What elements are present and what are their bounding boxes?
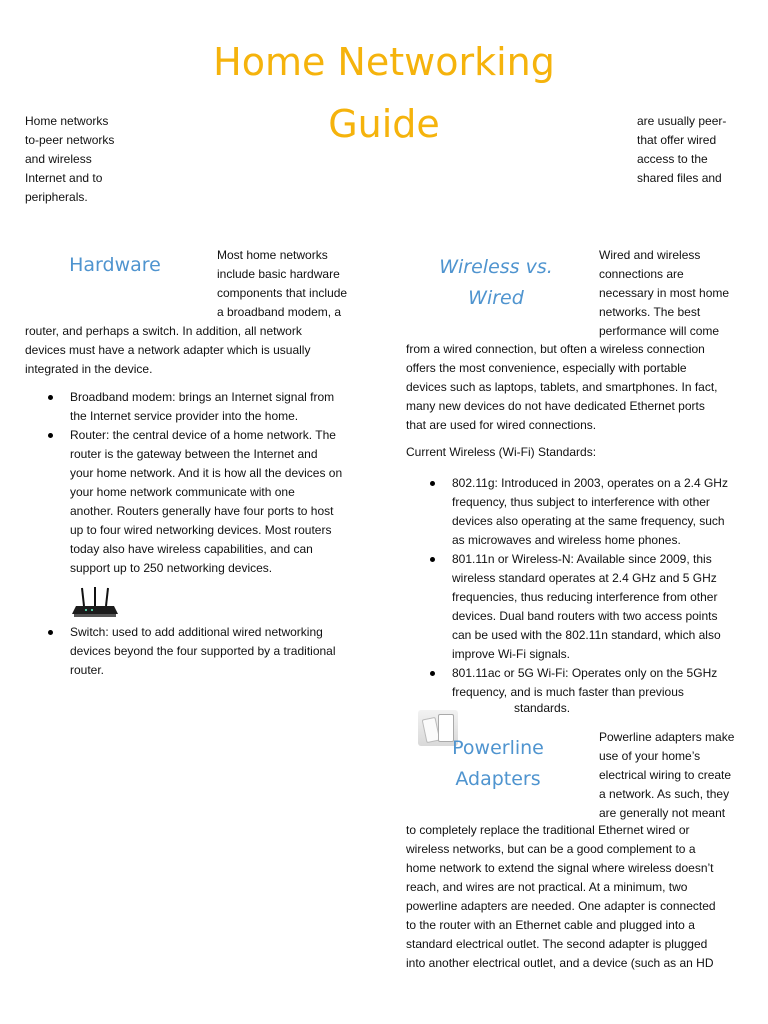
wireless-side-text: Wired and wireless connections are necessary in most home networks. The best performance will come [599, 248, 730, 338]
wireless-body-text: from a wired connection, but often a wireless connection offers the most convenience, especially with portable devices such as laptops, tablets, and smartphones. In fact, many new devices do not have dedicated Ethernet ports that are used for wired connections. [406, 342, 718, 432]
hardware-heading: Hardware [69, 254, 161, 276]
list-item: 801.11ac or 5G Wi-Fi: Operates only on the 5GHz frequency, and is much faster than previous [452, 664, 728, 702]
list-item: 801.11n or Wireless-N: Available since 2009, this wireless standard operates at 2.4 GHz and 5 GHz frequencies, thus reducing interference from other devices. Dual band routers with two access points can be used with the 802.11n standard, which also improve Wi-Fi signals. [452, 550, 728, 664]
list-item: Router: the central device of a home network. The router is the gateway between the Internet and your home network. And it is how all the devices on your home network communicate with one another. Routers generally have four ports to host up to four wired networking devices. Most routers today also have wireless capabilities, and can support up to 250 networking devices. [70, 426, 342, 578]
hardware-body-text: router, and perhaps a switch. In addition, all network devices must have a network adapter which is usually integrated in the device. [25, 324, 311, 376]
intro-right-text: are usually peer- that offer wired access to the shared files and [637, 114, 727, 185]
powerline-body-text: to completely replace the traditional Ethernet wired or wireless networks, but can be a good complement to a home network to extend the signal where wireless doesn’t reach, and wires are not practical. At a minimum, two powerline adapters are needed. One adapter is connected to the router with an Ethernet cable and plugged into a standard electrical outlet. The second adapter is plugged into another electrical outlet, and a device (such as an HD [406, 823, 716, 970]
hardware-bullet-list [70, 388, 342, 578]
list-item: Broadband modem: brings an Internet signal from the Internet service provider into the home. [70, 388, 342, 426]
wifi-standards-label: Current Wireless (Wi-Fi) Standards: [406, 445, 597, 459]
hardware-bullet-list-2 [70, 623, 336, 680]
page-title-line-2: Guide [328, 102, 440, 146]
hardware-side-text: Most home networks include basic hardware components that include a broadband modem, a [217, 248, 348, 319]
powerline-side-text: Powerline adapters make use of your home’s electrical wiring to create a network. As such, they are generally not meant [599, 730, 735, 820]
wifi-standards-tail: standards. [514, 701, 571, 715]
wifi-standards-list [452, 474, 728, 702]
powerline-adapters-heading: Powerline Adapters [452, 737, 544, 790]
intro-left-text: Home networks to-peer networks and wireless Internet and to peripherals. [25, 114, 115, 204]
wireless-vs-wired-heading: Wireless vs. Wired [439, 256, 553, 309]
list-item: 802.11g: Introduced in 2003, operates on a 2.4 GHz frequency, thus subject to interference with other devices also operating at the same frequency, such as microwaves and wireless home phones. [452, 474, 728, 550]
router-icon [72, 586, 118, 620]
list-item: Switch: used to add additional wired networking devices beyond the four supported by a traditional router. [70, 623, 336, 680]
page-title: Home Networking [213, 40, 555, 84]
